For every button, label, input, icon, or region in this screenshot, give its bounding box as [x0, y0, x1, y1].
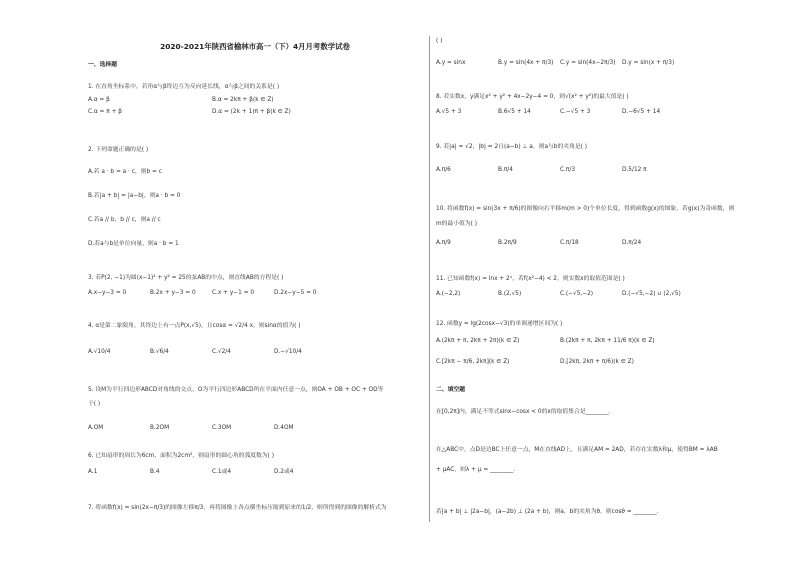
- question-1: 1. 在直角坐标系中，若角α与β终边互为反向延长线，α与β之间的关系是( ): [88, 84, 280, 90]
- q9-option-d: D.5/12 π: [622, 167, 647, 173]
- q1-option-d: D.α = (2k + 1)π + β(k ∈ Z): [212, 109, 291, 115]
- exam-title: 2020-2021年陕西省榆林市高一（下）4月月考数学试卷: [160, 42, 350, 51]
- question-11: 11. 已知函数f(x) = lnx + 2ˣ，若f(x²−4) < 2，则实数x的取值范围是( ): [436, 276, 625, 282]
- q10-option-c: C.π/18: [560, 240, 579, 246]
- question-12: 12. 函数y = lg(2cosx−√3)的单调递增区间为( ): [436, 321, 563, 327]
- q11-option-a: A.(−2,2): [436, 291, 461, 297]
- question-8: 8. 若实数x，y满足x² + y² + 4x−2y−4 = 0，则√(x² + y²)的最大值是( ): [436, 94, 629, 100]
- q5-option-a: A.OM: [88, 425, 104, 431]
- right-column: [436, 0, 772, 562]
- question-5-line1: 5. 设M为平行四边形ABCD对角线的交点，O为平行四边形ABCD所在平面内任意一点，则OA + OB + OC + OD等: [88, 387, 384, 393]
- q8-option-c: C.−√5 + 3: [560, 109, 591, 115]
- q12-option-b: B.(2kπ + π, 2kπ + 11/6 π)(k ∈ Z): [560, 338, 655, 344]
- q3-option-a: A.x−y−3 = 0: [88, 290, 127, 296]
- q7-option-b: B.y = sin(4x + π/3): [498, 60, 554, 66]
- question-2: 2. 下列命题正确的是( ): [88, 147, 149, 153]
- q7-answer-bracket: ( ): [436, 38, 443, 44]
- q12-option-a: A.(2kπ + π, 2kπ + 2π)(k ∈ Z): [436, 338, 520, 344]
- q7-option-a: A.y = sinx: [436, 60, 466, 66]
- q2-option-d: D.若a与b是单位向量，则a · b = 1: [88, 241, 179, 247]
- q3-option-c: C.x + y−1 = 0: [212, 290, 255, 296]
- q10-option-b: B.2π/9: [498, 240, 517, 246]
- q6-option-c: C.1或4: [212, 469, 232, 475]
- q7-option-d: D.y = sin(x + π/3): [622, 60, 675, 66]
- q11-option-b: B.(2,√5): [498, 291, 522, 297]
- q1-option-c: C.α = π + β: [88, 109, 122, 115]
- q9-option-b: B.π/4: [498, 167, 513, 173]
- q1-option-b: B.α = 2kπ + β(k ∈ Z): [212, 97, 274, 103]
- question-4: 4. α是第二象限角，其终边上有一点P(x,√5)，且cosα = √2/4 x，则sinα的值为( ): [88, 323, 301, 329]
- q8-option-a: A.√5 + 3: [436, 109, 462, 115]
- q1-option-a: A.α = β: [88, 97, 110, 103]
- q6-option-a: A.1: [88, 469, 98, 475]
- question-14-line1: 在△ABC中，点D是边BC上任意一点，M在直线AD上，且满足AM = 2AD，若存在实数λ和μ，使得BM = λAB: [436, 447, 718, 453]
- q5-option-c: C.3OM: [212, 425, 232, 431]
- question-5-line2: 于( ): [88, 401, 101, 407]
- question-13: 在[0,2π]内，满足不等式sinx−cosx < 0的x的取值集合是________.: [436, 409, 611, 415]
- question-15: 若|a + b| ⊥ |2a−b|，(a−2b) ⊥ (2a + b)，则a，b的夹角为θ，则cosθ = ________.: [436, 509, 659, 515]
- question-10-line1: 10. 将函数f(x) = sin(3x + π/6)的图像向右平移m(m > 0)个单位长度，得到函数g(x)的图象，若g(x)为奇函数，则: [436, 206, 735, 212]
- question-10-line2: m的最小值为( ): [436, 221, 477, 227]
- q9-option-a: A.π/6: [436, 167, 451, 173]
- question-3: 3. 若P(2, −1)为圆(x−1)² + y² = 25的弦AB的中点，则直线AB的方程是( ): [88, 275, 284, 281]
- question-9: 9. 若|a| = √2，|b| = 2且(a−b) ⊥ a，则a与b的夹角是( ): [436, 144, 588, 150]
- question-6: 6. 已知扇形的周长为6cm，面积为2cm²，则扇形的圆心角的弧度数为( ): [88, 453, 275, 459]
- q4-option-d: D.−√10/4: [274, 349, 302, 355]
- left-column: [88, 0, 422, 562]
- section-choice-heading: 一、选择题: [88, 62, 117, 68]
- q2-option-b: B.若|a + b| = |a−b|，则a · b = 0: [88, 193, 181, 199]
- q11-option-d: D.(−√5,−2) ∪ (2,√5): [622, 291, 681, 297]
- q3-option-d: D.2x−y−5 = 0: [274, 290, 317, 296]
- q10-option-a: A.π/9: [436, 240, 451, 246]
- q8-option-d: D.−6√5 + 14: [622, 109, 661, 115]
- q4-option-c: C.√2/4: [212, 349, 231, 355]
- q5-option-b: B.2OM: [150, 425, 170, 431]
- question-14-line2: + μAC，则λ + μ = ________.: [436, 467, 516, 473]
- q5-option-d: D.4OM: [274, 425, 294, 431]
- q9-option-c: C.π/3: [560, 167, 576, 173]
- q6-option-d: D.2或4: [274, 469, 294, 475]
- section-fill-heading: 二、填空题: [436, 387, 465, 393]
- q7-option-c: C.y = sin(4x−2π/3): [560, 60, 616, 66]
- q10-option-d: D.π/24: [622, 240, 642, 246]
- q12-option-d: D.[2kπ, 2kπ + π/6)(k ∈ Z): [560, 359, 634, 365]
- q2-option-a: A.若 a · b = a · c，则b = c: [88, 169, 162, 175]
- q12-option-c: C.[2kπ − π/6, 2kπ](k ∈ Z): [436, 359, 510, 365]
- q8-option-b: B.6√5 + 14: [498, 109, 531, 115]
- q4-option-a: A.√10/4: [88, 349, 111, 355]
- q11-option-c: C.(−√5,−2): [560, 291, 594, 297]
- question-7: 7. 将函数f(x) = sin(2x−π/3)的图像左移π/3，再将图像上各点横坐标压缩到原来的1/2，则所得到的图像的解析式为: [88, 505, 387, 511]
- q4-option-b: B.√6/4: [150, 349, 169, 355]
- q2-option-c: C.若a // b，b // c，则a // c: [88, 217, 161, 223]
- q3-option-b: B.2x + y−3 = 0: [150, 290, 196, 296]
- column-divider: [429, 36, 430, 522]
- q6-option-b: B.4: [150, 469, 160, 475]
